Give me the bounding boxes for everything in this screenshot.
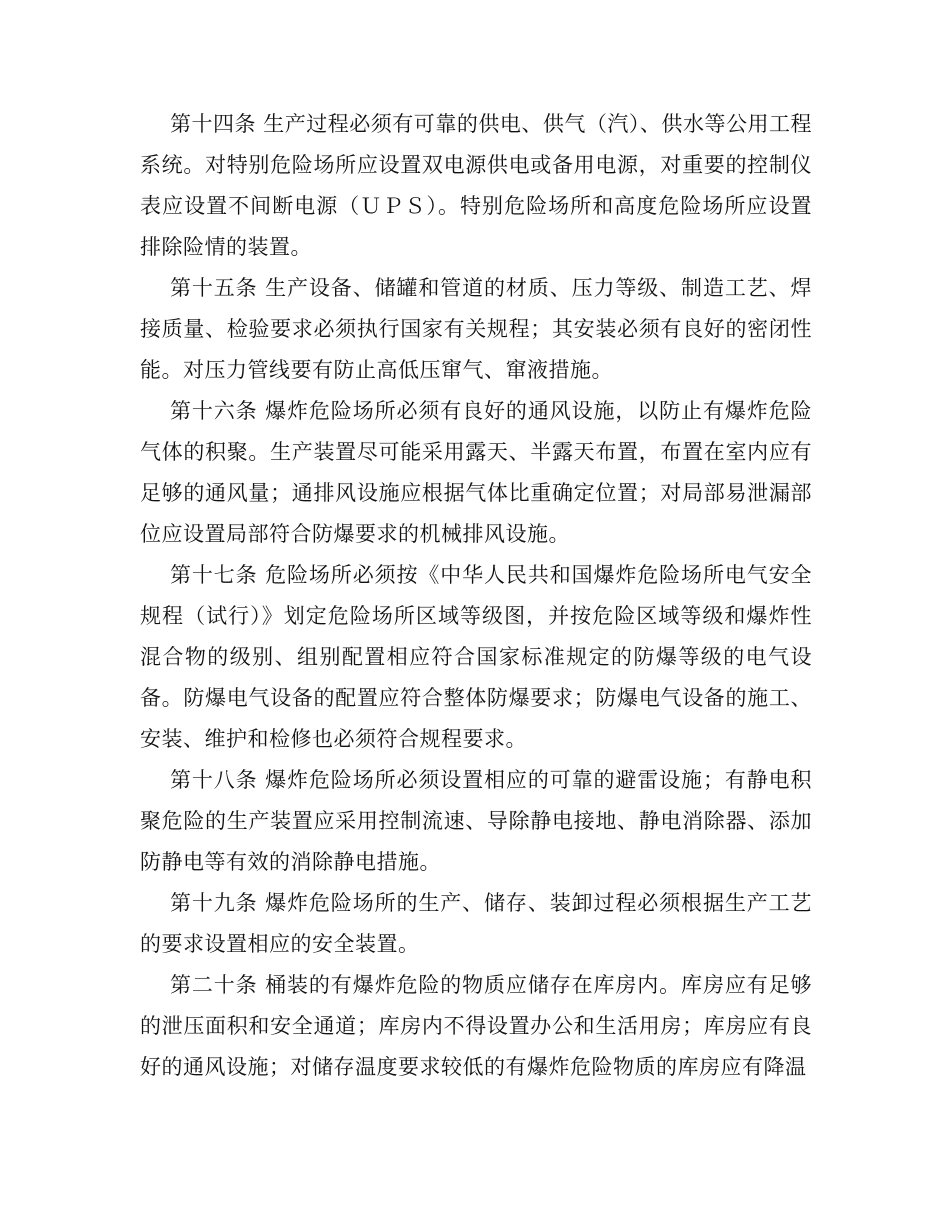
- article-text: 危险场所必须按《中华人民共和国爆炸危险场所电气安全规程（试行）》划定危险场所区域等级图，并按危险区域等级和爆炸性混合物的级别、组别配置相应符合国家标准规定的防爆等级的电气设备。防爆电气设备的配置应符合整体防爆要求；防爆电气设备的施工、安装、维护和检修也必须符合规程要求。: [140, 563, 813, 751]
- article-text: 生产设备、储罐和管道的材质、压力等级、制造工艺、焊接质量、检验要求必须执行国家有关规程；其安装必须有良好的密闭性能。对压力管线要有防止高低压窜气、窜液措施。: [140, 276, 813, 382]
- article-text: 桶装的有爆炸危险的物质应储存在库房内。库房应有足够的泄压面积和安全通道；库房内不得设置办公和生活用房；库房应有良好的通风设施；对储存温度要求较低的有爆炸危险物质的库房应有降温: [140, 973, 813, 1079]
- article-16: [140, 391, 812, 555]
- article-text: 生产过程必须有可靠的供电、供气（汽）、供水等公用工程系统。对特别危险场所应设置双电源供电或备用电源，对重要的控制仪表应设置不间断电源（ＵＰＳ）。特别危险场所和高度危险场所应设置排除险情的装置。: [140, 112, 812, 259]
- article-heading: 第二十条: [170, 973, 258, 997]
- article-18: [140, 760, 812, 883]
- document-body: [140, 104, 812, 1088]
- article-14: [140, 104, 812, 268]
- article-heading: 第十四条: [170, 112, 257, 136]
- article-text: 爆炸危险场所必须有良好的通风设施，以防止有爆炸危险气体的积聚。生产装置尽可能采用露天、半露天布置，布置在室内应有足够的通风量；通排风设施应根据气体比重确定位置；对局部易泄漏部位应设置局部符合防爆要求的机械排风设施。: [140, 399, 813, 546]
- article-heading: 第十九条: [170, 891, 258, 915]
- article-heading: 第十八条: [170, 768, 258, 792]
- article-20: [140, 965, 812, 1088]
- article-heading: 第十七条: [170, 563, 258, 587]
- article-15: [140, 268, 812, 391]
- article-text: 爆炸危险场所的生产、储存、装卸过程必须根据生产工艺的要求设置相应的安全装置。: [140, 891, 813, 956]
- article-19: [140, 883, 812, 965]
- article-17: [140, 555, 812, 760]
- article-heading: 第十六条: [170, 399, 258, 423]
- article-text: 爆炸危险场所必须设置相应的可靠的避雷设施；有静电积聚危险的生产装置应采用控制流速、导除静电接地、静电消除器、添加防静电等有效的消除静电措施。: [140, 768, 813, 874]
- article-heading: 第十五条: [170, 276, 258, 300]
